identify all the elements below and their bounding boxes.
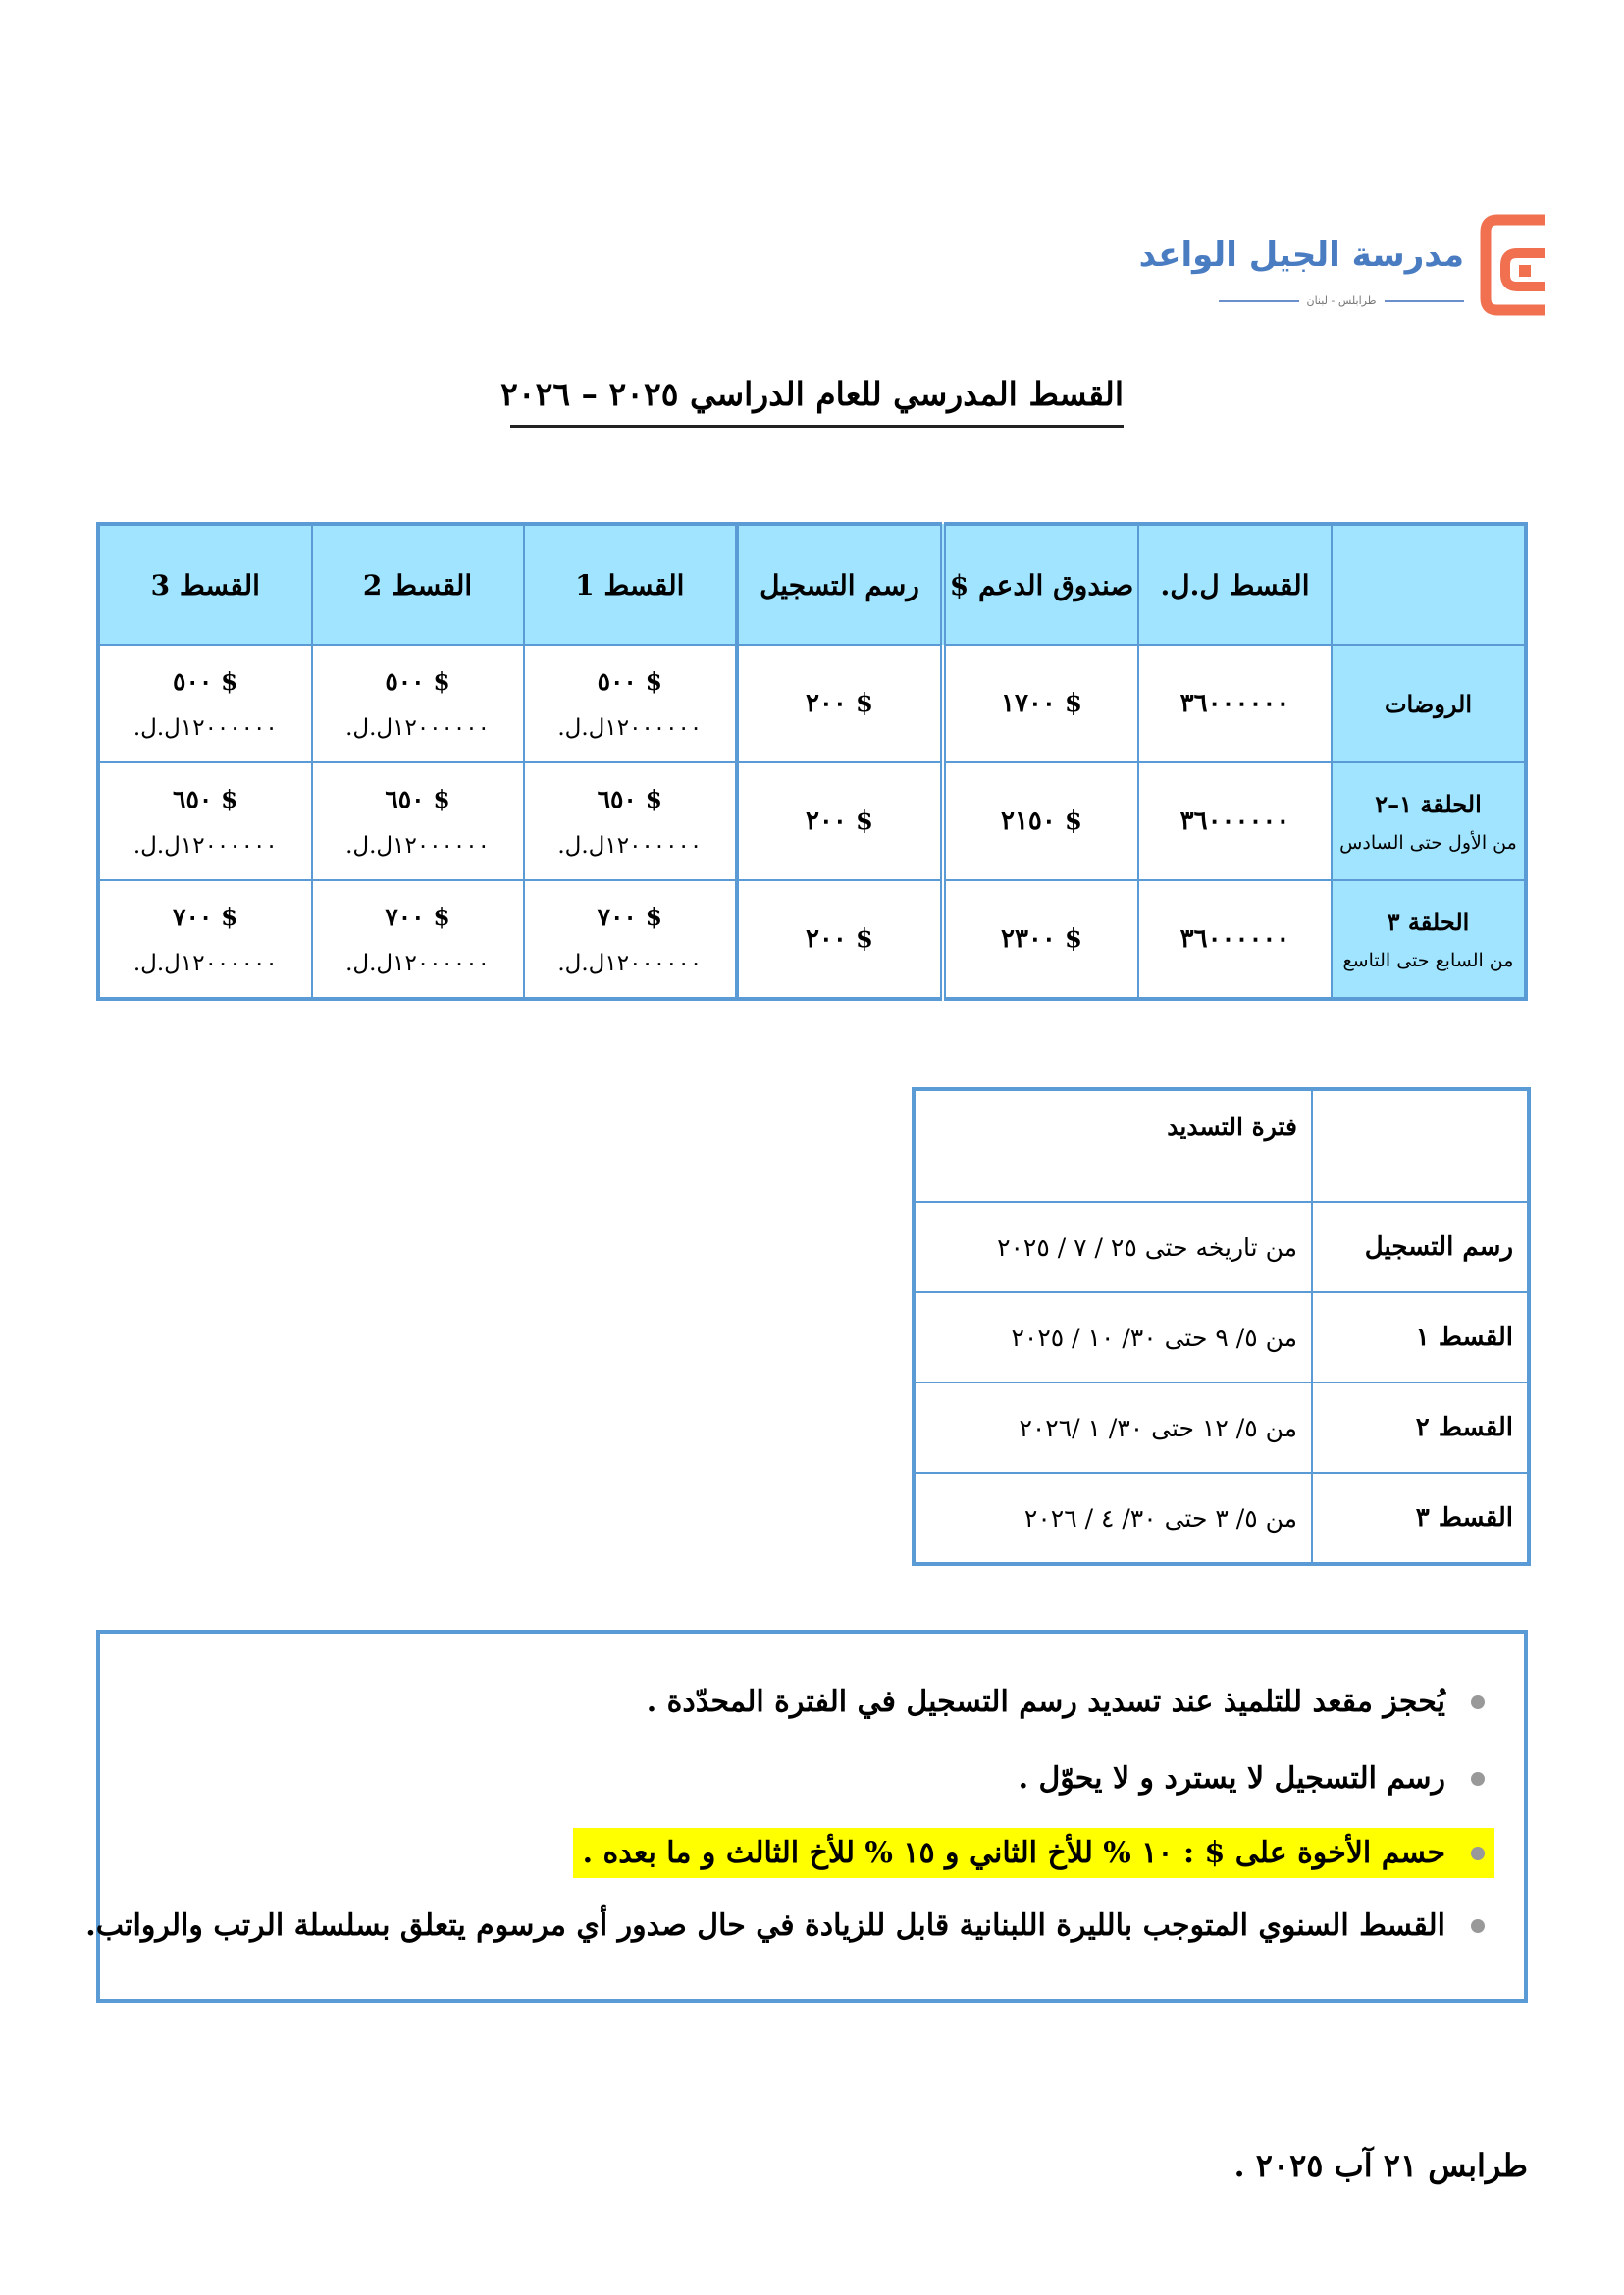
installment-lbp: ١٢٠٠٠٠٠٠ل.ل.	[345, 950, 490, 976]
fees-row	[98, 645, 1526, 762]
header-empty-cell	[1312, 1089, 1529, 1202]
fees-row	[98, 762, 1526, 880]
installment-lbp: ١٢٠٠٠٠٠٠ل.ل.	[557, 950, 703, 976]
installment-cell	[524, 880, 737, 999]
tuition-lbp-cell: ٣٦٠٠٠٠٠٠	[1138, 762, 1332, 880]
installment-lbp: ١٢٠٠٠٠٠٠ل.ل.	[345, 832, 490, 859]
periods-header-row	[914, 1089, 1529, 1202]
school-logo	[1138, 206, 1550, 324]
installment-usd: $ ٦٥٠	[597, 784, 662, 813]
installment-cell	[312, 880, 524, 999]
level-grades: من السابع حتى التاسع	[1342, 949, 1514, 971]
header-installment-1: القسط 1	[524, 524, 737, 645]
note-text: رسم التسجيل لا يسترد و لا يحوّل .	[1018, 1761, 1445, 1796]
tuition-lbp-cell: ٣٦٠٠٠٠٠٠	[1138, 645, 1332, 762]
header-installment-2: القسط 2	[312, 524, 524, 645]
period-row	[914, 1292, 1529, 1382]
period-dates: من ٥/ ١٢ حتى ٣٠/ ١ /٢٠٢٦	[914, 1382, 1312, 1473]
fees-header-row	[98, 524, 1526, 645]
support-fund-cell: $ ٢١٥٠	[943, 762, 1138, 880]
bullet-icon	[1471, 1772, 1485, 1786]
period-label: القسط ٢	[1312, 1382, 1529, 1473]
support-fund-cell: $ ١٧٠٠	[943, 645, 1138, 762]
installment-lbp: ١٢٠٠٠٠٠٠ل.ل.	[132, 950, 278, 976]
period-label: رسم التسجيل	[1312, 1202, 1529, 1292]
period-dates: من تاريخه حتى ٢٥ / ٧ / ٢٠٢٥	[914, 1202, 1312, 1292]
installment-lbp: ١٢٠٠٠٠٠٠ل.ل.	[557, 714, 703, 741]
note-item	[647, 1685, 1485, 1719]
note-text: حسم الأخوة على $ : ١٠ % للأخ الثاني و ١٥ % للأخ الثالث و ما بعده .	[582, 1836, 1445, 1870]
level-cell	[1332, 762, 1526, 880]
installment-usd: $ ٥٠٠	[173, 666, 238, 696]
place-date: طرابس ٢١ آب ٢٠٢٥ .	[1233, 2147, 1528, 2184]
installment-lbp: ١٢٠٠٠٠٠٠ل.ل.	[132, 714, 278, 741]
bullet-icon	[1471, 1847, 1485, 1860]
school-location	[1219, 294, 1464, 307]
period-row	[914, 1473, 1529, 1564]
installment-cell	[312, 762, 524, 880]
fees-row	[98, 880, 1526, 999]
divider	[1219, 300, 1299, 302]
divider	[1385, 300, 1465, 302]
note-text: يُحجز مقعد للتلميذ عند تسديد رسم التسجيل في الفترة المحدّدة .	[646, 1685, 1445, 1719]
header-installment-3: القسط 3	[98, 524, 312, 645]
installment-usd: $ ٦٥٠	[173, 784, 238, 813]
period-row	[914, 1382, 1529, 1473]
installment-usd: $ ٧٠٠	[385, 902, 450, 931]
level-name: الحلقة ٣	[1387, 907, 1470, 936]
note-item-highlighted	[573, 1828, 1494, 1878]
header-payment-period: فترة التسديد	[914, 1089, 1312, 1202]
location-text: طرابلس - لبنان	[1306, 294, 1377, 307]
notes-box	[85, 1630, 1528, 2003]
level-name: الحلقة ١–٢	[1375, 789, 1482, 818]
installment-usd: $ ٦٥٠	[385, 784, 450, 813]
period-label: القسط ١	[1312, 1292, 1529, 1382]
level-cell	[1332, 645, 1526, 762]
registration-cell: $ ٢٠٠	[737, 645, 943, 762]
fees-table	[96, 522, 1528, 1001]
installment-cell	[524, 645, 737, 762]
period-row	[914, 1202, 1529, 1292]
installment-cell	[524, 762, 737, 880]
registration-cell: $ ٢٠٠	[737, 762, 943, 880]
header-registration: رسم التسجيل	[737, 524, 943, 645]
bullet-icon	[1471, 1919, 1485, 1933]
installment-lbp: ١٢٠٠٠٠٠٠ل.ل.	[557, 832, 703, 859]
period-dates: من ٥/ ٣ حتى ٣٠/ ٤ / ٢٠٢٦	[914, 1473, 1312, 1564]
payment-periods-table	[912, 1087, 1531, 1566]
period-label: القسط ٣	[1312, 1473, 1529, 1564]
period-dates: من ٥/ ٩ حتى ٣٠/ ١٠ / ٢٠٢٥	[914, 1292, 1312, 1382]
bullet-icon	[1471, 1695, 1485, 1709]
support-fund-cell: $ ٢٣٠٠	[943, 880, 1138, 999]
header-tuition-lbp: القسط ل.ل.	[1138, 524, 1332, 645]
installment-cell	[312, 645, 524, 762]
header-empty	[1332, 524, 1526, 645]
registration-cell: $ ٢٠٠	[737, 880, 943, 999]
installment-cell	[98, 762, 312, 880]
page-title: القسط المدرسي للعام الدراسي ٢٠٢٥ – ٢٠٢٦	[510, 375, 1124, 428]
installment-cell	[98, 880, 312, 999]
installment-usd: $ ٥٠٠	[597, 666, 662, 696]
level-name: الروضات	[1384, 689, 1473, 718]
installment-usd: $ ٥٠٠	[385, 666, 450, 696]
installment-usd: $ ٧٠٠	[597, 902, 662, 931]
header-support-fund: صندوق الدعم $	[943, 524, 1138, 645]
note-item	[85, 1908, 1485, 1943]
school-logo-mark-icon	[1480, 214, 1550, 316]
installment-usd: $ ٧٠٠	[173, 902, 238, 931]
level-grades: من الأول حتى السادس	[1339, 831, 1517, 854]
tuition-lbp-cell: ٣٦٠٠٠٠٠٠	[1138, 880, 1332, 999]
note-item	[1019, 1761, 1485, 1796]
level-cell	[1332, 880, 1526, 999]
installment-lbp: ١٢٠٠٠٠٠٠ل.ل.	[345, 714, 490, 741]
installment-lbp: ١٢٠٠٠٠٠٠ل.ل.	[132, 832, 278, 859]
note-text: القسط السنوي المتوجب بالليرة اللبنانية قابل للزيادة في حال صدور أي مرسوم يتعلق بسلسلة الرتب والرواتب.	[85, 1908, 1445, 1943]
school-name: مدرسة الجيل الواعد	[1138, 235, 1464, 275]
installment-cell	[98, 645, 312, 762]
